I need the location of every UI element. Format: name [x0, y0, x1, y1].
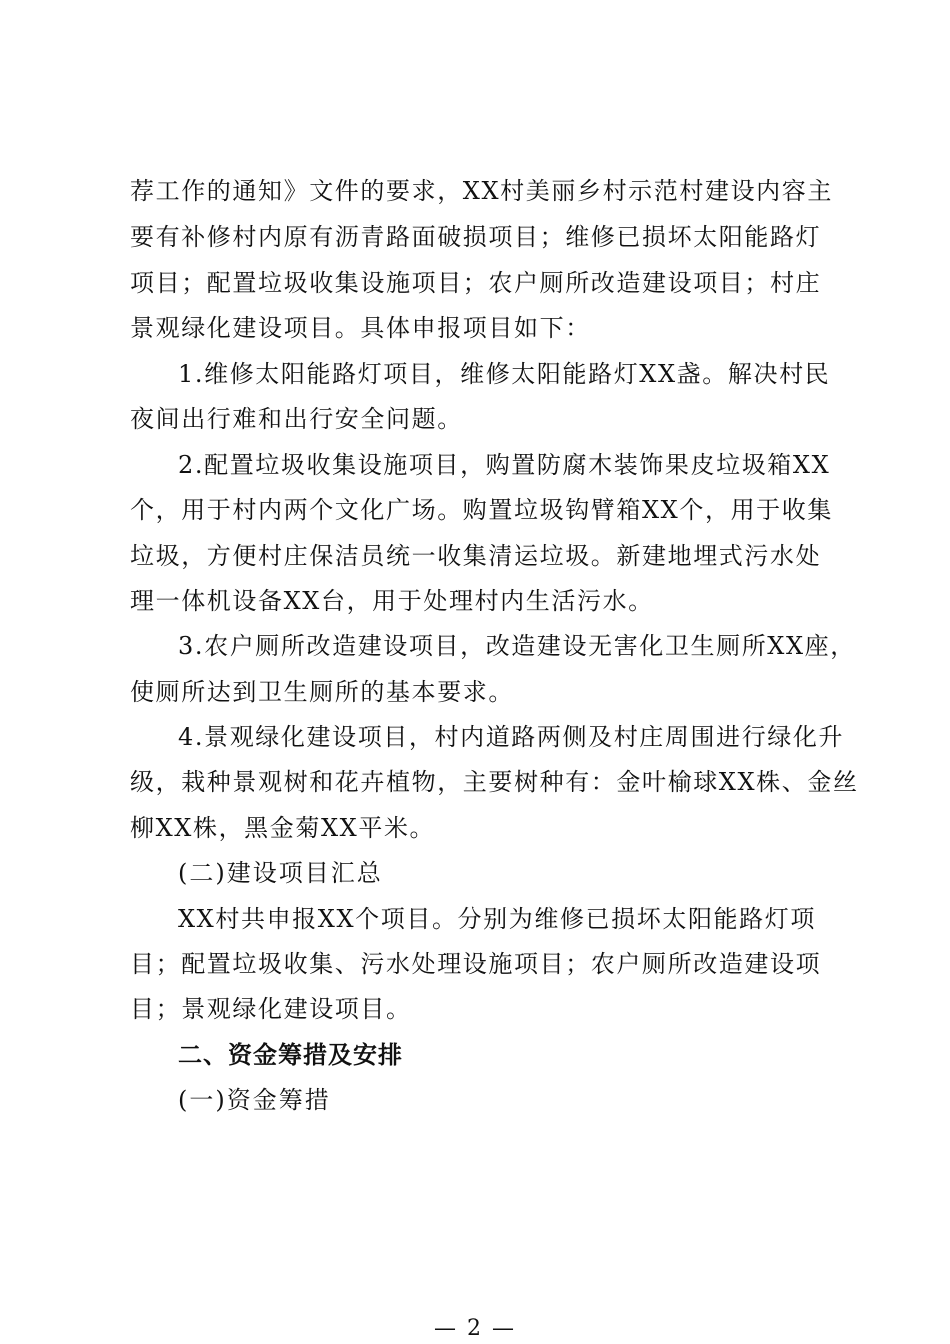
item-3-text-line: 3.农户厕所改造建设项目，改造建设无害化卫生厕所XX座， [178, 632, 856, 660]
item-1-text-line: 夜间出行难和出行安全问题。 [130, 405, 463, 433]
section-subheading: (二)建设项目汇总 [178, 859, 383, 887]
item-2-text-line: 理一体机设备XX台，用于处理村内生活污水。 [130, 587, 654, 615]
item-2-text-line: 2.配置垃圾收集设施项目，购置防腐木装饰果皮垃圾箱XX [178, 451, 831, 479]
page-number: — 2 — [434, 1316, 516, 1341]
section-heading: 二、资金筹措及安排 [178, 1041, 403, 1069]
item-2-text-line: 个，用于村内两个文化广场。购置垃圾钩臂箱XX个，用于收集 [130, 496, 833, 524]
item-4-text-line: 4.景观绿化建设项目，村内道路两侧及村庄周围进行绿化升 [178, 723, 845, 751]
summary-text-line: 目；配置垃圾收集、污水处理设施项目；农户厕所改造建设项 [130, 950, 822, 978]
body-text-line: 项目；配置垃圾收集设施项目；农户厕所改造建设项目；村庄 [130, 269, 822, 297]
body-text-line: 景观绿化建设项目。具体申报项目如下： [130, 314, 591, 342]
item-2-text-line: 垃圾，方便村庄保洁员统一收集清运垃圾。新建地埋式污水处 [130, 542, 822, 570]
section-subheading: (一)资金筹措 [178, 1086, 331, 1114]
item-1-text-line: 1.维修太阳能路灯项目，维修太阳能路灯XX盏。解决村民 [178, 360, 831, 388]
item-4-text-line: 级，栽种景观树和花卉植物，主要树种有：金叶榆球XX株、金丝 [130, 768, 859, 796]
summary-text-line: XX村共申报XX个项目。分别为维修已损坏太阳能路灯项 [178, 905, 816, 933]
item-3-text-line: 使厕所达到卫生厕所的基本要求。 [130, 678, 514, 706]
body-text-line: 荐工作的通知》文件的要求，XX村美丽乡村示范村建设内容主 [130, 177, 833, 205]
summary-text-line: 目；景观绿化建设项目。 [130, 995, 412, 1023]
item-4-text-line: 柳XX株，黑金菊XX平米。 [130, 814, 436, 842]
body-text-line: 要有补修村内原有沥青路面破损项目；维修已损坏太阳能路灯 [130, 223, 822, 251]
